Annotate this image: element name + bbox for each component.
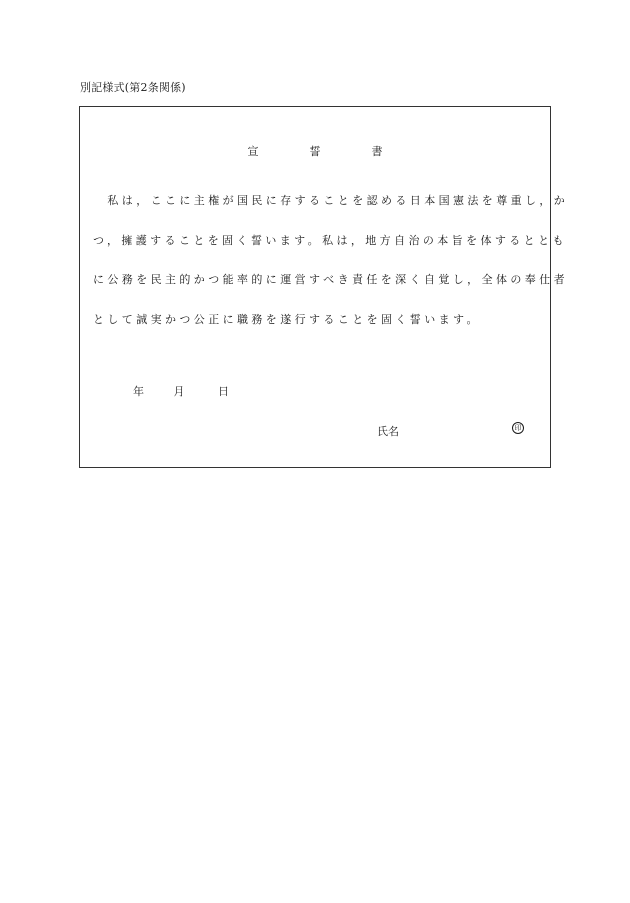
document-title (80, 143, 550, 159)
signature-name-label: 氏名 (377, 425, 399, 438)
title-char-1: 宣 (247, 145, 259, 158)
date-year-label: 年 (133, 385, 144, 398)
title-char-3: 書 (371, 145, 383, 158)
date-day-label: 日 (218, 385, 229, 398)
seal-mark: 印 (512, 422, 524, 434)
oath-form-box (79, 106, 569, 468)
oath-text (93, 194, 569, 352)
title-char-2: 誓 (309, 145, 321, 158)
oath-line-3: に公務を民主的かつ能率的に運営すべき責任を深く自覚し，全体の奉仕者 (93, 273, 568, 286)
oath-line-2: つ，擁護することを固く誓います。私は，地方自治の本旨を体するととも (93, 233, 567, 247)
date-row (133, 383, 229, 399)
form-heading: 別記様式(第2条関係) (80, 81, 186, 94)
oath-line-1: 私は，ここに主権が国民に存することを認める日本国憲法を尊重し，か (93, 194, 569, 207)
date-month-label: 月 (173, 385, 185, 398)
oath-line-4: として誠実かつ公正に職務を遂行することを固く誓います。 (93, 312, 481, 326)
